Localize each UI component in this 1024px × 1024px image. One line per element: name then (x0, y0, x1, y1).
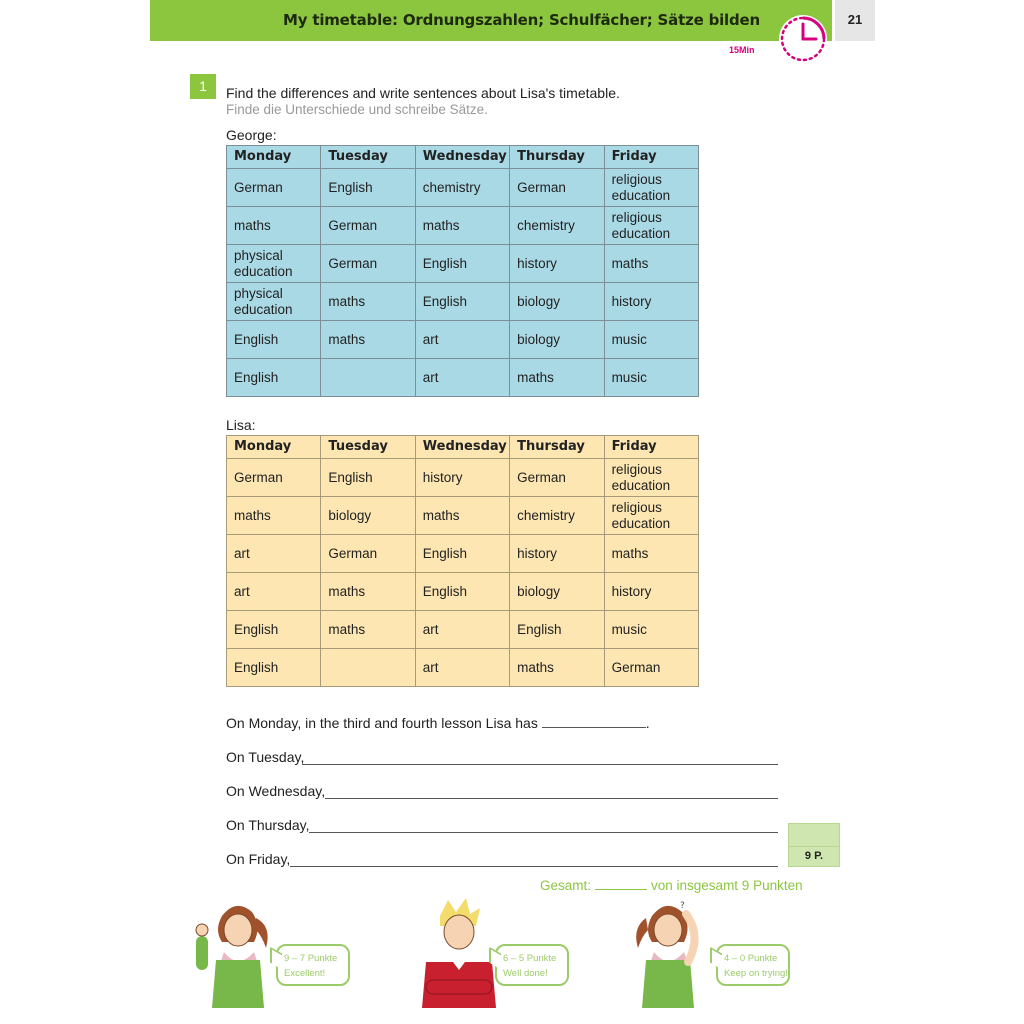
table-cell: English (321, 169, 415, 207)
column-header: Friday (604, 436, 698, 459)
sentence-monday (226, 715, 650, 731)
table-cell: maths (321, 321, 415, 359)
table-cell: German (227, 169, 321, 207)
table-cell: history (604, 283, 698, 321)
column-header: Thursday (510, 436, 604, 459)
column-header: Tuesday (321, 146, 415, 169)
feedback-text: Well done! (503, 968, 548, 979)
points-box (788, 823, 840, 864)
table-row (227, 359, 699, 397)
feedback-text: Excellent! (284, 968, 326, 979)
points-label: 9 P. (788, 846, 840, 867)
table-cell: German (321, 535, 415, 573)
total-suffix: von insgesamt 9 Punkten (651, 878, 803, 893)
table-cell: physical education (227, 283, 321, 321)
girl-thinking-illustration (622, 896, 710, 1008)
table-cell: physical education (227, 245, 321, 283)
table-cell: maths (510, 649, 604, 687)
table-cell: art (227, 535, 321, 573)
table-cell: art (415, 321, 509, 359)
table-cell: maths (227, 497, 321, 535)
table-cell: English (321, 459, 415, 497)
table-row (227, 611, 699, 649)
table-cell: maths (604, 245, 698, 283)
sentence-monday-text: On Monday, in the third and fourth lesson Lisa has (226, 715, 538, 731)
feedback-range: 4 – 0 Punkte (724, 953, 778, 964)
table-cell: history (604, 573, 698, 611)
table-cell: music (604, 359, 698, 397)
table-row (227, 283, 699, 321)
table-cell: art (415, 649, 509, 687)
table-cell: maths (321, 573, 415, 611)
table-cell: religious education (604, 459, 698, 497)
bubble-tail (710, 947, 722, 970)
sentence-monday-period: . (645, 715, 650, 731)
table-cell: biology (510, 283, 604, 321)
svg-text:?: ? (680, 901, 685, 911)
page-number: 21 (847, 12, 863, 27)
table-cell: English (415, 573, 509, 611)
table-cell: English (415, 283, 509, 321)
table-row (227, 321, 699, 359)
table-cell: German (510, 459, 604, 497)
table-cell: chemistry (510, 497, 604, 535)
sentence-thursday-label: On Thursday, (226, 817, 310, 833)
table-row (227, 573, 699, 611)
george-timetable (226, 145, 699, 397)
table-cell: maths (415, 207, 509, 245)
boy-arms-crossed-illustration (412, 896, 500, 1008)
table-cell: maths (415, 497, 509, 535)
table-cell (321, 359, 415, 397)
table-row (227, 169, 699, 207)
feedback-bubble-excellent (276, 944, 350, 986)
table-row (227, 459, 699, 497)
table-cell: German (321, 245, 415, 283)
column-header: Monday (227, 436, 321, 459)
column-header: Monday (227, 146, 321, 169)
table-cell: art (415, 359, 509, 397)
table-cell: English (227, 649, 321, 687)
answer-line-tuesday[interactable] (302, 764, 778, 765)
table-cell: German (321, 207, 415, 245)
total-blank[interactable] (595, 889, 647, 890)
feedback-range: 9 – 7 Punkte (284, 953, 338, 964)
total-score (540, 878, 803, 893)
table-cell: religious education (604, 207, 698, 245)
page-number-box (835, 0, 875, 41)
table-cell: English (415, 535, 509, 573)
table-row (227, 245, 699, 283)
sentence-friday-label: On Friday, (226, 851, 291, 867)
table-cell (321, 649, 415, 687)
column-header: Tuesday (321, 436, 415, 459)
clock-icon (776, 12, 830, 66)
table-cell: English (415, 245, 509, 283)
table-cell: German (227, 459, 321, 497)
time-label: 15Min (729, 45, 755, 55)
total-label: Gesamt: (540, 878, 592, 893)
table-cell: English (510, 611, 604, 649)
lisa-label: Lisa: (226, 417, 256, 433)
table-cell: chemistry (415, 169, 509, 207)
feedback-text: Keep on trying! (724, 968, 788, 979)
table-row (227, 207, 699, 245)
sentence-tuesday-label: On Tuesday, (226, 749, 305, 765)
table-cell: biology (510, 573, 604, 611)
header-bar (150, 0, 832, 41)
table-cell: maths (604, 535, 698, 573)
table-cell: art (227, 573, 321, 611)
table-cell: German (604, 649, 698, 687)
girl-thumbs-up-illustration (192, 896, 280, 1008)
table-cell: maths (321, 611, 415, 649)
answer-line-wednesday[interactable] (325, 798, 778, 799)
table-cell: history (415, 459, 509, 497)
answer-line-friday[interactable] (290, 866, 778, 867)
table-cell: religious education (604, 497, 698, 535)
table-cell: music (604, 321, 698, 359)
table-cell: English (227, 611, 321, 649)
feedback-bubble-keep-trying (716, 944, 790, 986)
instruction-de: Finde die Unterschiede und schreibe Sätze. (226, 102, 488, 117)
table-cell: history (510, 245, 604, 283)
lisa-timetable (226, 435, 699, 687)
table-cell: English (227, 321, 321, 359)
table-cell: religious education (604, 169, 698, 207)
feedback-bubble-well-done (495, 944, 569, 986)
sentence-wednesday-label: On Wednesday, (226, 783, 326, 799)
column-header: Wednesday (415, 146, 509, 169)
table-cell: German (510, 169, 604, 207)
column-header: Wednesday (415, 436, 509, 459)
instruction-en: Find the differences and write sentences about Lisa's timetable. (226, 85, 620, 101)
feedback-range: 6 – 5 Punkte (503, 953, 557, 964)
table-row (227, 535, 699, 573)
george-label: George: (226, 127, 277, 143)
table-row (227, 497, 699, 535)
table-cell: history (510, 535, 604, 573)
table-cell: chemistry (510, 207, 604, 245)
table-cell: art (415, 611, 509, 649)
task-number-badge: 1 (190, 74, 216, 99)
table-cell: biology (510, 321, 604, 359)
table-cell: music (604, 611, 698, 649)
page-title: My timetable: Ordnungszahlen; Schulfächer; Sätze bilden (283, 11, 760, 29)
column-header: Friday (604, 146, 698, 169)
answer-line-monday[interactable] (542, 715, 646, 728)
table-row (227, 649, 699, 687)
column-header: Thursday (510, 146, 604, 169)
table-cell: maths (510, 359, 604, 397)
table-cell: maths (321, 283, 415, 321)
points-input-area[interactable] (788, 823, 840, 846)
table-cell: biology (321, 497, 415, 535)
answer-line-thursday[interactable] (309, 832, 778, 833)
table-cell: English (227, 359, 321, 397)
table-cell: maths (227, 207, 321, 245)
